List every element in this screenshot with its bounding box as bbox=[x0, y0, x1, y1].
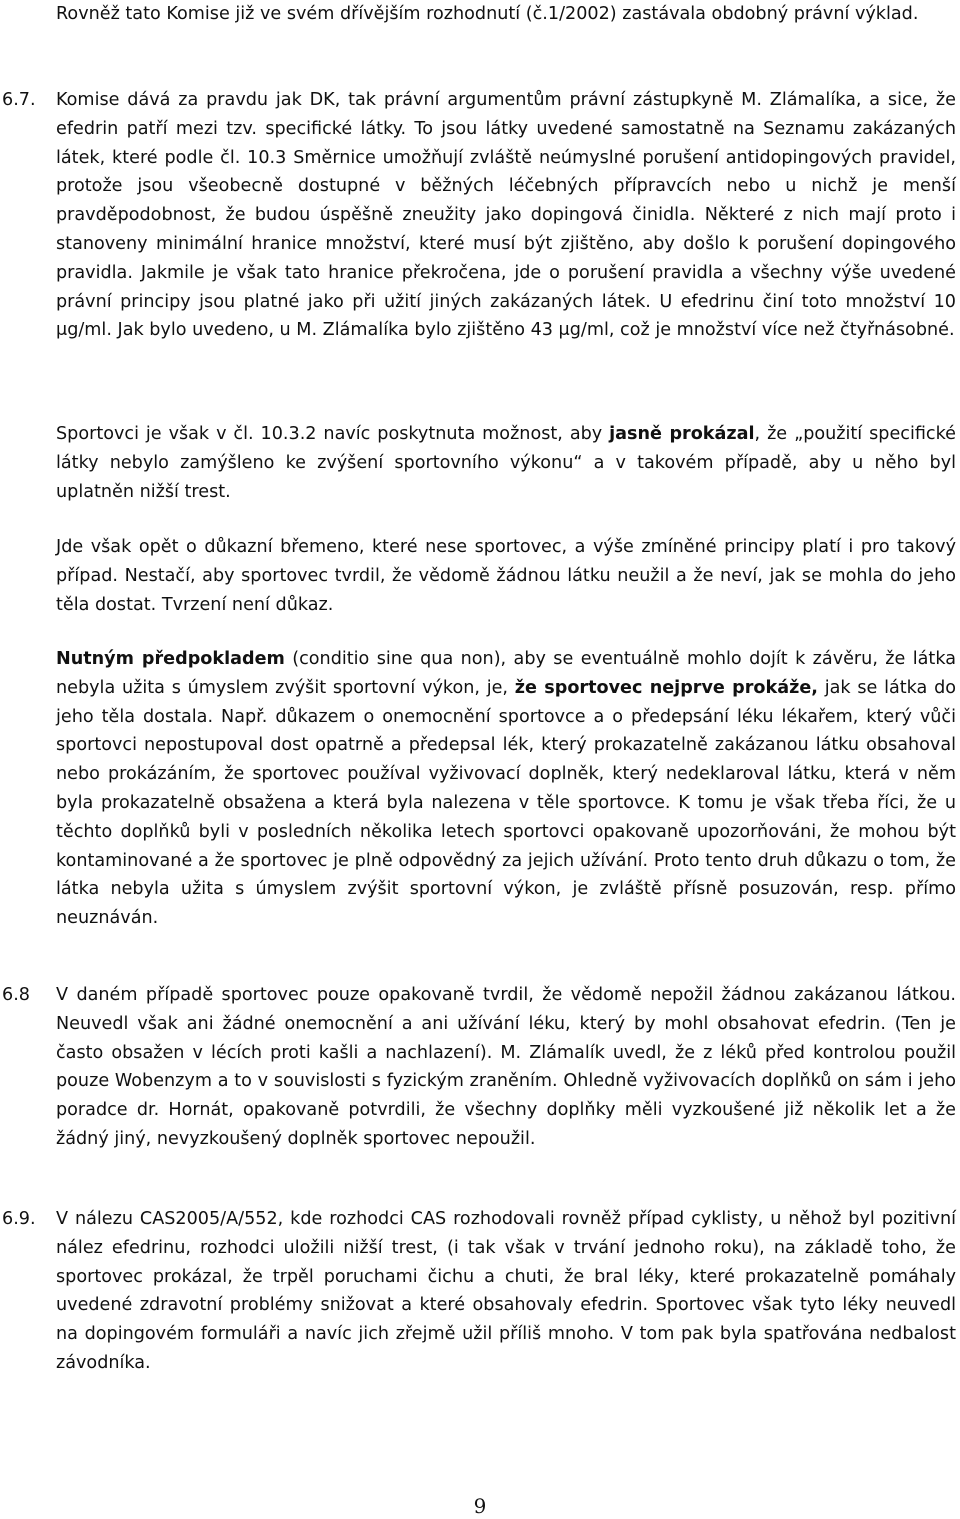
sportovci-paragraph bbox=[56, 420, 956, 506]
sportovci-bold-phrase: jasně prokázal bbox=[609, 424, 755, 444]
prerequisite-paragraph bbox=[56, 645, 956, 933]
section-6-8-paragraph: V daném případě sportovec pouze opakovaně tvrdil, že vědomě nepožil žádnou zakázanou látkou. Neuvedl však ani žádné onemocnění a ani užívání léku, který by mohl obsahovat efedrin. (Ten je často obsažen v lécích proti kašli a nachlazení). M. Zlámalík uvedl, že z léků před kontrolou použil pouze Wobenzym a to v souvislosti s fyzickým zraněním. Ohledně vyživovacích doplňků on sám i jeho poradce dr. Hornát, opakovaně potvrdili, že všechny doplňky měli vyzkoušené již několik let a že žádný jiný, nevyzkoušený doplněk sportovec nepoužil. bbox=[56, 985, 956, 1149]
prerequisite-text-2: jak se látka do jeho těla dostala. Např. důkazem o onemocnění sportovce a o předepsání léku lékařem, který vůči sportovci nepostupoval dost opatrně a předepsal lék, který prokazatelně zakázanou látku obsahoval nebo prokázáním, že sportovec používal vyživovací doplněk, který nedeklaroval látku, která v něm byla prokazatelně obsažena a která byla nalezena v těle sportovce. K tomu je však třeba říci, že u těchto doplňků byli v posledních několika letech sportovci opakovaně upozorňováni, že mohou být kontaminované a že sportovec je plně odpovědný za jejich užívání. Proto tento druh důkazu o tom, že látka nebyla užita s úmyslem zvýšit sportovní výkon, je zvláště přísně posuzován, resp. přímo neuznáván. bbox=[56, 677, 956, 929]
section-number-6-9: 6.9. bbox=[2, 1209, 36, 1229]
section-6-9-paragraph: V nálezu CAS2005/A/552, kde rozhodci CAS rozhodovali rovněž případ cyklisty, u něhož byl pozitivní nález efedrinu, rozhodci uložili nižší trest, (i tak však v trvání jednoho roku), na základě toho, že sportovec prokázal, že trpěl poruchami čichu a chuti, že bral léky, které prokazatelně pomáhaly uvedené zdravotní problémy snižovat a které obsahovaly efedrin. Sportovec však tyto léky neuvedl na dopingovém formuláři a navíc jich zřejmě užil příliš mnoho. V tom pak byla spatřována nedbalost závodníka. bbox=[56, 1209, 956, 1373]
burden-of-proof-paragraph: Jde však opět o důkazní břemeno, které nese sportovec, a výše zmíněné principy platí i pro takový případ. Nestačí, aby sportovec tvrdil, že vědomě žádnou látku neužil a že neví, jak se mohla do jeho těla dostat. Tvrzení není důkaz. bbox=[56, 537, 956, 615]
page-number: 9 bbox=[473, 1494, 487, 1518]
section-number-6-7: 6.7. bbox=[2, 90, 36, 110]
prerequisite-text-1: (conditio sine qua non), aby se eventuálně mohlo dojít k závěru, že látka nebyla užita s úmyslem zvýšit sportovní výkon, je, bbox=[56, 649, 956, 698]
prerequisite-bold-1: Nutným předpokladem bbox=[56, 649, 285, 669]
sportovci-text-1: Sportovci je však v čl. 10.3.2 navíc poskytnuta možnost, aby bbox=[56, 424, 610, 444]
sportovci-text-2: , že „použití specifické látky nebylo zamýšleno ke zvýšení sportovního výkonu“ a v takovém případě, aby u něho byl uplatněn nižší trest. bbox=[56, 424, 956, 502]
section-6-7-paragraph: Komise dává za pravdu jak DK, tak právní argumentům právní zástupkyně M. Zlámalíka, a sice, že efedrin patří mezi tzv. specifické látky. To jsou látky uvedené samostatně na Seznamu zakázaných látek, které podle čl. 10.3 Směrnice umožňují zvláště neúmyslné porušení antidopingových pravidel, protože jsou všeobecně dostupné v běžných léčebných přípravcích nebo u nichž je menší pravděpodobnost, že budou úspěšně zneužity jako dopingová činidla. Některé z nich mají proto i stanoveny minimální hranice množství, které musí být zjištěno, aby došlo k porušení dopingového pravidla. Jakmile je však tato hranice překročena, jde o porušení pravidla a všechny výše uvedené právní principy jsou platné jako při užití jiných zakázaných látek. U efedrinu činí toto množství 10 μg/ml. Jak bylo uvedeno, u M. Zlámalíka bylo zjištěno 43 μg/ml, což je množství více než čtyřnásobné. bbox=[56, 90, 956, 341]
prerequisite-bold-2: že sportovec nejprve prokáže, bbox=[514, 677, 818, 698]
section-number-6-8: 6.8 bbox=[2, 985, 30, 1005]
intro-paragraph: Rovněž tato Komise již ve svém dřívějším rozhodnutí (č.1/2002) zastávala obdobný právní výklad. bbox=[56, 4, 919, 24]
